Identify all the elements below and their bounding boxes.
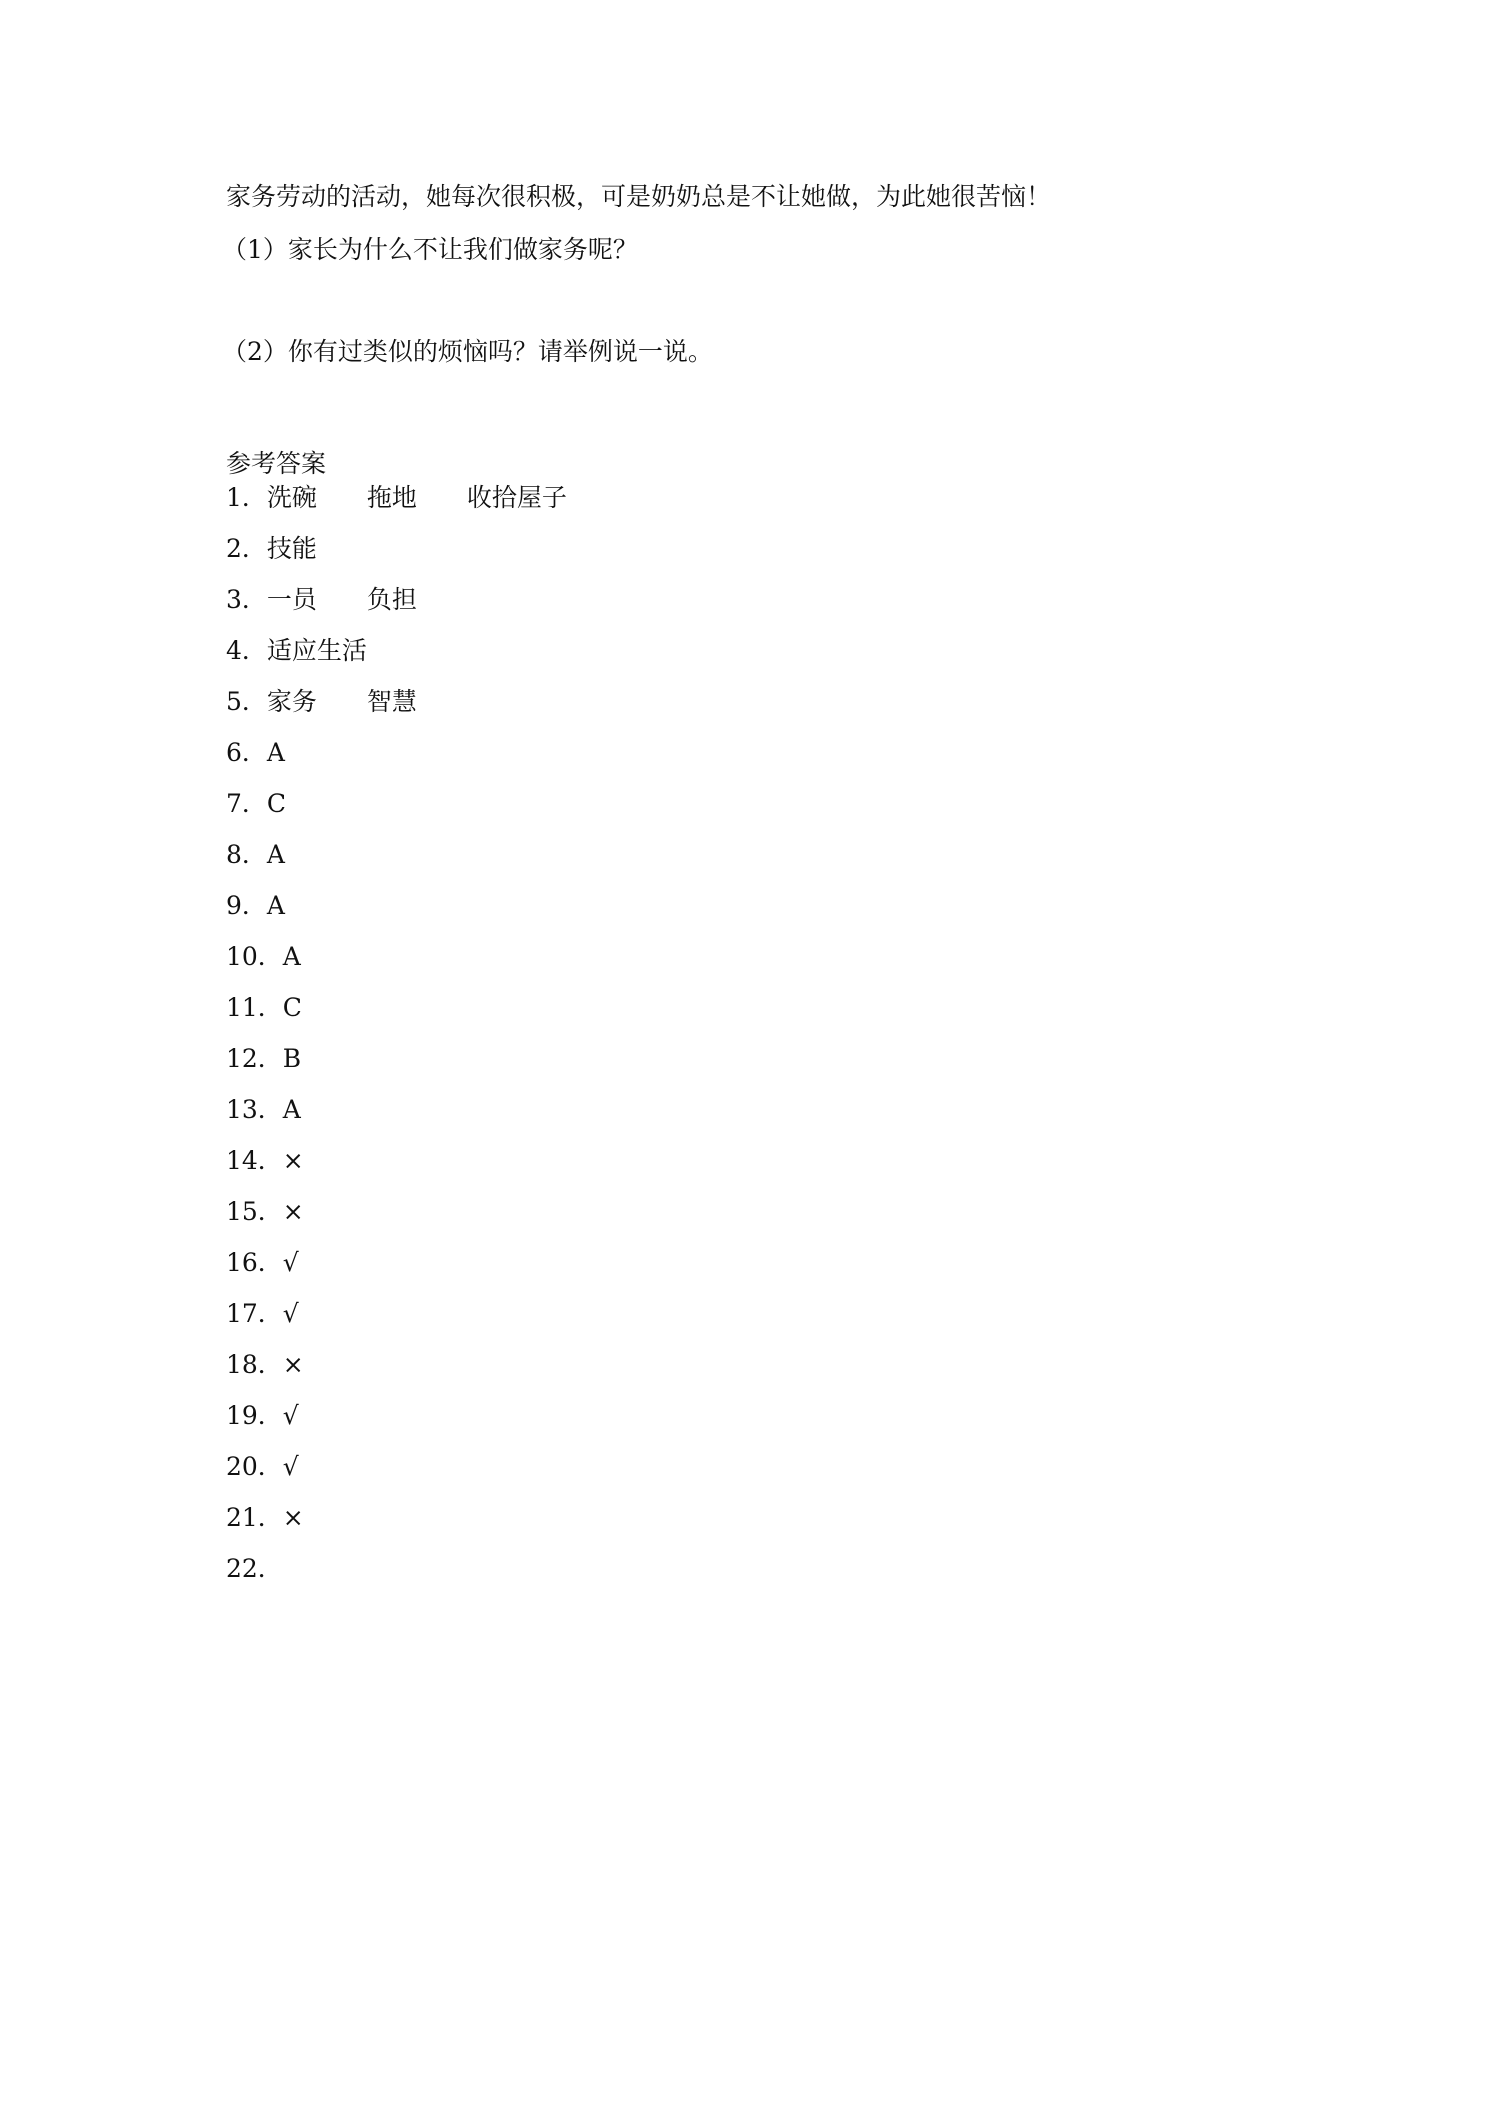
answer-item: 10．A bbox=[226, 942, 301, 971]
answer-item: 5．家务 智慧 bbox=[226, 687, 417, 716]
answer-item: 11．C bbox=[226, 993, 302, 1022]
answer-item: 19．√ bbox=[226, 1401, 299, 1430]
answer-item: 9．A bbox=[226, 891, 285, 920]
question-sub-2: （2）你有过类似的烦恼吗？请举例说一说。 bbox=[222, 337, 713, 366]
answer-item: 22． bbox=[226, 1554, 283, 1583]
answer-item: 4．适应生活 bbox=[226, 636, 367, 665]
answer-item: 13．A bbox=[226, 1095, 301, 1124]
answer-item: 7．C bbox=[226, 789, 287, 818]
answer-item: 15．× bbox=[226, 1197, 304, 1226]
answer-item: 1．洗碗 拖地 收拾屋子 bbox=[226, 483, 567, 512]
answer-item: 17．√ bbox=[226, 1299, 299, 1328]
answer-item: 2．技能 bbox=[226, 534, 317, 563]
answer-item: 3．一员 负担 bbox=[226, 585, 417, 614]
answer-item: 14．× bbox=[226, 1146, 304, 1175]
answer-item: 16．√ bbox=[226, 1248, 299, 1277]
question-intro: 家务劳动的活动，她每次很积极，可是奶奶总是不让她做，为此她很苦恼！ bbox=[226, 182, 1052, 211]
answer-item: 8．A bbox=[226, 840, 285, 869]
answer-item: 6．A bbox=[226, 738, 285, 767]
answer-item: 18．× bbox=[226, 1350, 304, 1379]
answer-item: 21．× bbox=[226, 1503, 304, 1532]
question-sub-1: （1）家长为什么不让我们做家务呢？ bbox=[222, 235, 638, 264]
answer-item: 20．√ bbox=[226, 1452, 299, 1481]
answer-item: 12．B bbox=[226, 1044, 302, 1073]
answer-key-heading: 参考答案 bbox=[226, 449, 327, 478]
